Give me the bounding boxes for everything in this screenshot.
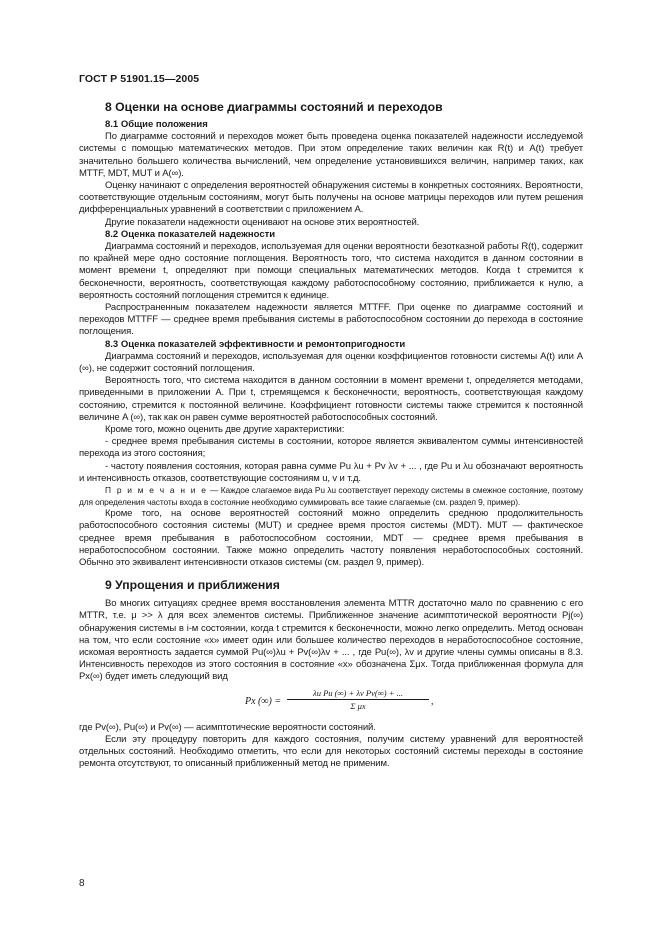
paragraph: Кроме того, можно оценить две другие характеристики: (105, 424, 345, 436)
paragraph: где Pv(∞), Pu(∞) и Pv(∞) — асимптотические вероятности состояний. (79, 721, 376, 733)
list-item: - частоту появления состояния, которая равна сумме Pu λu + Pv λv + ... , где Pu и λu обозначают вероятность и интенсивность отказов, соответствующие состояниям u, v и т.д. (79, 460, 583, 484)
formula-fraction (287, 688, 429, 711)
subsection-8-3-title: 8.3 Оценка показателей эффективности и ремонтопригодности (105, 338, 406, 350)
note-text: — Каждое слагаемое вида Pu λu соответствует переходу системы в смежное состояние, поэтому для определения частоты входа в состояние необходимо суммировать все такие слагаемые (см. раздел 9, пример). (79, 485, 583, 507)
formula-numerator: λu Pu (∞) + λv Pv(∞) + ... (287, 688, 429, 700)
document-header: ГОСТ Р 51901.15—2005 (79, 73, 200, 85)
section-9-title: 9 Упрощения и приближения (105, 578, 280, 593)
formula (79, 688, 583, 718)
paragraph: По диаграмме состояний и переходов может быть проведена оценка показателей надежности исследуемой системы с помощью математических методов. При этом определение таких величин как R(t) и A(t) требует значительно большего количества вычислений, чем определение установившихся величин, например таких, как MTTF, MDT, MUT и A(∞). (79, 131, 583, 179)
paragraph: Если эту процедуру повторить для каждого состояния, получим систему уравнений для вероятностей отдельных состояний. Необходимо отметить, что если для некоторых состояний системы переходы в состояние ремонта отсутствуют, то описанный приближенный метод не применим. (79, 733, 583, 770)
formula-trail: , (431, 695, 434, 707)
subsection-8-2-title: 8.2 Оценка показателей надежности (105, 228, 276, 240)
paragraph: Вероятность того, что система находится в данном состоянии в момент времени t, определяется методами, приведенными в приложении А. При t, стремящемся к бесконечности, вероятность, соответствующая каждому состоянию, стремится к постоянной величине. Коэффициент готовности системы также стремится к постоянной величине A (∞), так как он равен сумме вероятностей работоспособных состояний. (79, 375, 583, 423)
paragraph: Распространенным показателем надежности является MTTFF. При оценке по диаграмме состояний и переходов MTTFF — среднее время пребывания системы в работоспособном состоянии до перехода в состояние поглощения. (79, 302, 583, 338)
paragraph: Диаграмма состояний и переходов, используемая для оценки вероятности безотказной работы R(t), содержит по крайней мере одно состояние поглощения. Вероятность того, что система находится в данном состоянии в момент времени t, определяют при помощи специальных математических методов. Когда t стремится к бесконечности, вероятность, соответствующая каждому работоспособному состоянию, приближается к нулю, а вероятность состояний поглощения стремится к единице. (79, 241, 583, 301)
paragraph: Кроме того, на основе вероятностей состояний можно определить среднюю продолжительность работоспособного состояния системы (MUT) и среднее время простоя системы (MDT). MUT — фактическое среднее время пребывания в работоспособном состоянии, MDT — среднее время пребывания в неработоспособном состоянии. Также можно определить частоту появления неработоспособных состояний. Обычно это эквивалент интенсивности отказов системы (см. раздел 9, пример). (79, 508, 583, 568)
subsection-8-1-title: 8.1 Общие положения (105, 119, 208, 130)
page-number: 8 (79, 878, 85, 889)
note (79, 485, 583, 508)
paragraph: Другие показатели надежности оценивают на основе этих вероятностей. (105, 216, 420, 228)
paragraph: Диаграмма состояний и переходов, используемая для оценки коэффициентов готовности системы A(t) или A (∞), не содержит состояний поглощения. (79, 350, 583, 375)
formula-lhs: Px (∞) = (245, 695, 282, 707)
section-8-title: 8 Оценки на основе диаграммы состояний и переходов (105, 100, 443, 114)
page-content (79, 100, 583, 770)
list-item: - среднее время пребывания системы в состоянии, которое является эквивалентом суммы интенсивностей перехода из этого состояния; (79, 436, 583, 460)
paragraph: Во многих ситуациях среднее время восстановления элемента MTTR достаточно мало по сравнению с его MTTR, т.е. μ >> λ для всех элементов системы. Приближенное значение асимптотической вероятности Pj(∞) обнаружения системы в i-м состоянии, когда t стремится к бесконечности, можно легко определить. Метод основан на том, что если состояние «x» имеет один или большее количество переходов в неработоспособное состояние, искомая вероятность задается суммой Pu(∞)λu + Pv(∞)λv + ... , где Pu(∞), λv и другие члены суммы описаны в 8.3. Интенсивность переходов из этого состояния в состояние «x» обозначена Σμx. Тогда приближенная формула для Px(∞) будет иметь следующий вид (79, 598, 583, 683)
formula-denominator: Σ μx (350, 700, 366, 711)
note-label: П р и м е ч а н и е (105, 485, 208, 496)
paragraph: Оценку начинают с определения вероятностей обнаружения системы в конкретных состояниях. Вероятности, соответствующие отдельным состояниям, могут быть получены на основе матрицы переходов или путем решения дифференциальных уравнений в соответствии с приложением А. (79, 180, 583, 216)
